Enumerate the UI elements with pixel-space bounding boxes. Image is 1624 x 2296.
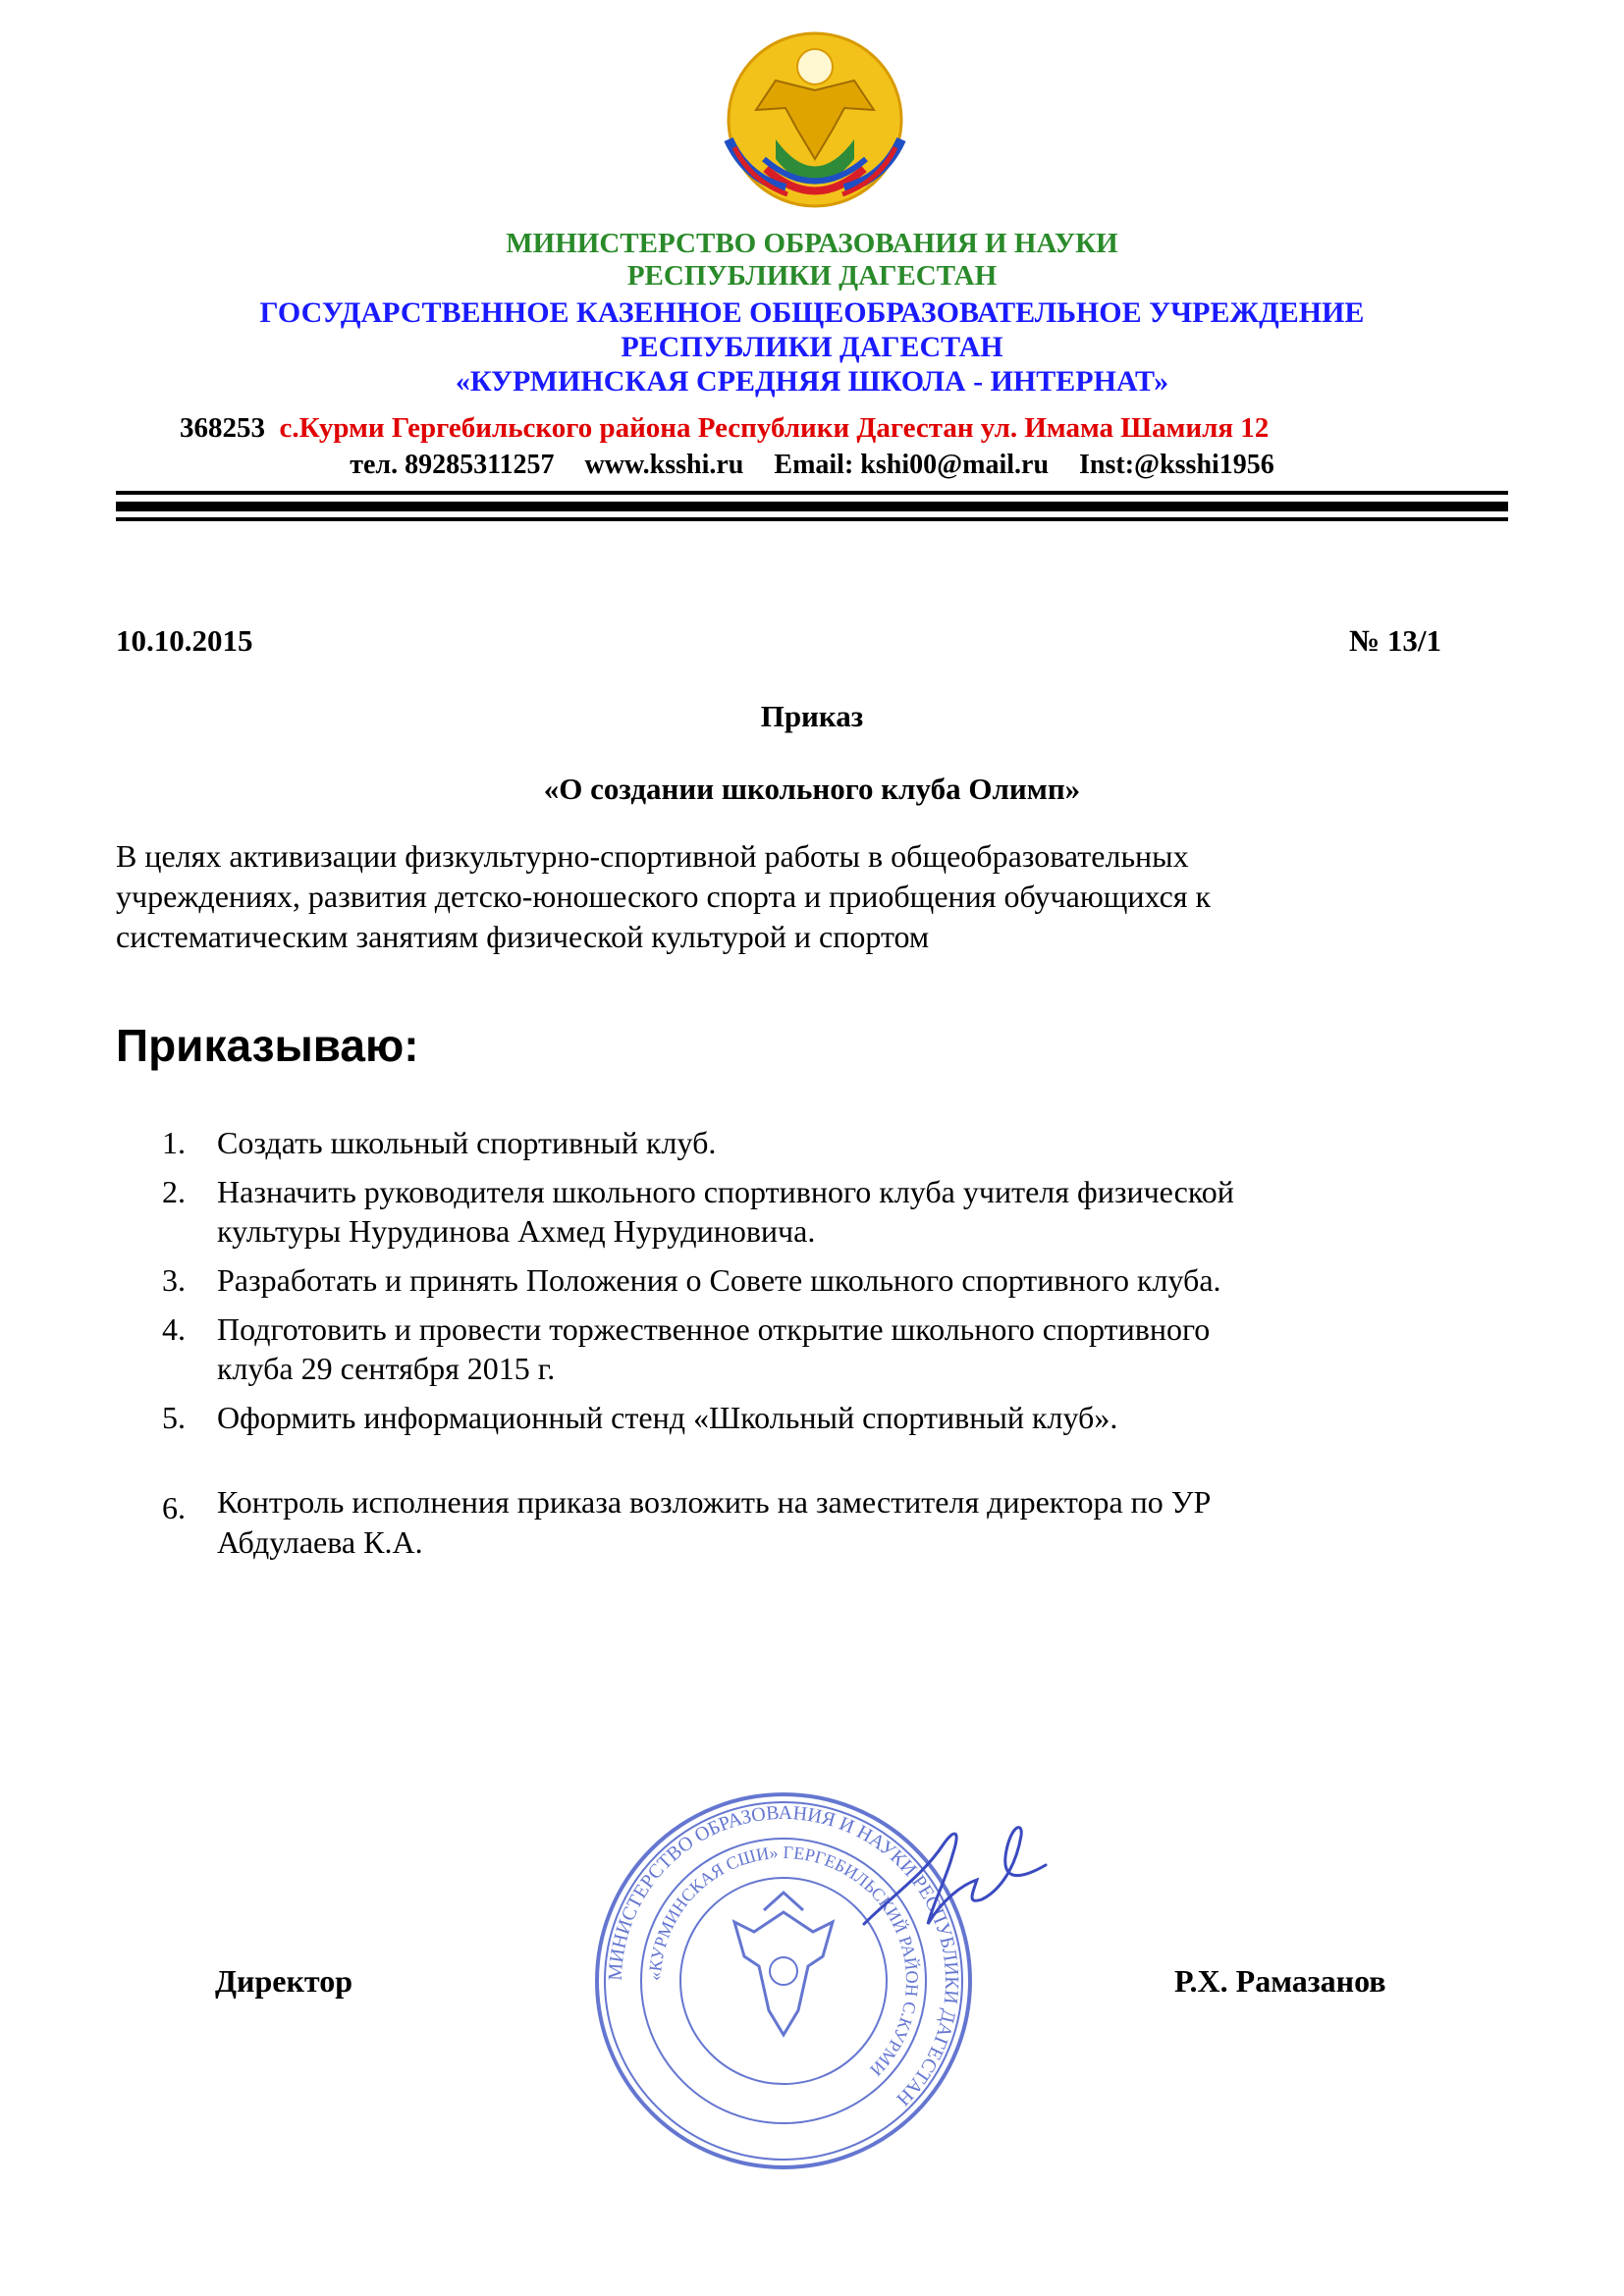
- item-number: 2.: [162, 1174, 186, 1209]
- item-number: 6.: [162, 1490, 186, 1525]
- instagram-link[interactable]: Inst:@ksshi1956: [1079, 450, 1274, 480]
- intro-line: учреждениях, развития детско-юношеского спорта и приобщения обучающихся к: [116, 879, 1212, 914]
- postcode: 368253: [180, 412, 265, 444]
- seal-inner-text: «КУРМИНСКАЯ СШИ» ГЕРГЕБИЛЬСКИЙ РАЙОН С.КУРМИ: [644, 1842, 923, 2080]
- order-number: № 13/1: [1348, 623, 1441, 658]
- item-text: Назначить руководителя школьного спортивного клуба учителя физической: [217, 1174, 1234, 1209]
- contacts-line: [0, 450, 1624, 481]
- item-number: 3.: [162, 1262, 186, 1298]
- document-subtitle: «О создании школьного клуба Олимп»: [543, 772, 1081, 806]
- address-line: [180, 412, 1269, 445]
- director-name: Р.Х. Рамазанов: [1174, 1963, 1386, 1999]
- item-number: 4.: [162, 1311, 186, 1347]
- phone: тел. 89285311257: [350, 450, 555, 480]
- order-items-list: [162, 1123, 1537, 1447]
- order-heading: Приказываю:: [116, 1020, 419, 1071]
- email-link[interactable]: Email: kshi00@mail.ru: [774, 450, 1050, 480]
- list-item: [162, 1309, 1537, 1388]
- school-name: «КУРМИНСКАЯ СРЕДНЯЯ ШКОЛА - ИНТЕРНАТ»: [455, 365, 1169, 398]
- institution-line-2: РЕСПУБЛИКИ ДАГЕСТАН: [621, 331, 1003, 363]
- address: с.Курми Гергебильского района Республики Дагестан ул. Имама Шамиля 12: [279, 412, 1270, 444]
- list-item: [162, 1172, 1537, 1251]
- order-date: 10.10.2015: [116, 623, 253, 658]
- document-title: Приказ: [760, 699, 864, 733]
- ministry-line-2: РЕСПУБЛИКИ ДАГЕСТАН: [626, 260, 998, 292]
- institution-line-1: ГОСУДАРСТВЕННОЕ КАЗЕННОЕ ОБЩЕОБРАЗОВАТЕЛЬНОЕ УЧРЕЖДЕНИЕ: [259, 296, 1365, 329]
- list-item: [162, 1482, 1592, 1563]
- item-text: Контроль исполнения приказа возложить на заместителя директора по УР: [217, 1484, 1212, 1520]
- header-divider-thick: [116, 502, 1508, 511]
- list-item: [162, 1398, 1537, 1437]
- item-text: культуры Нурудинова Ахмед Нурудиновича.: [217, 1213, 816, 1249]
- header-divider-top: [116, 491, 1508, 495]
- intro-paragraph: [116, 836, 1510, 957]
- ministry-line-1: МИНИСТЕРСТВО ОБРАЗОВАНИЯ И НАУКИ: [506, 228, 1118, 259]
- header-divider-bottom: [116, 517, 1508, 521]
- item-text: Оформить информационный стенд «Школьный спортивный клуб».: [217, 1400, 1118, 1435]
- website-link[interactable]: www.ksshi.ru: [584, 450, 744, 480]
- item-text: Разработать и принять Положения о Совете школьного спортивного клуба.: [217, 1262, 1221, 1298]
- director-label: Директор: [215, 1963, 352, 1999]
- item-number: 1.: [162, 1125, 186, 1160]
- intro-line: В целях активизации физкультурно-спортивной работы в общеобразовательных: [116, 838, 1189, 874]
- item-text: Подготовить и провести торжественное открытие школьного спортивного: [217, 1311, 1211, 1347]
- signature-icon: [854, 1806, 1051, 1953]
- item-text: Создать школьный спортивный клуб.: [217, 1125, 717, 1160]
- seal-outer-text: МИНИСТЕРСТВО ОБРАЗОВАНИЯ И НАУКИ РЕСПУБЛИКИ ДАГЕСТАН: [604, 1801, 963, 2110]
- item-text: клуба 29 сентября 2015 г.: [217, 1351, 556, 1386]
- intro-line: систематическим занятиям физической культурой и спортом: [116, 919, 930, 954]
- item-text: Абдулаева К.А.: [217, 1524, 423, 1560]
- dagestan-emblem-icon: [707, 22, 923, 213]
- item-number: 5.: [162, 1400, 186, 1435]
- list-item: [162, 1123, 1537, 1162]
- list-item: [162, 1260, 1537, 1300]
